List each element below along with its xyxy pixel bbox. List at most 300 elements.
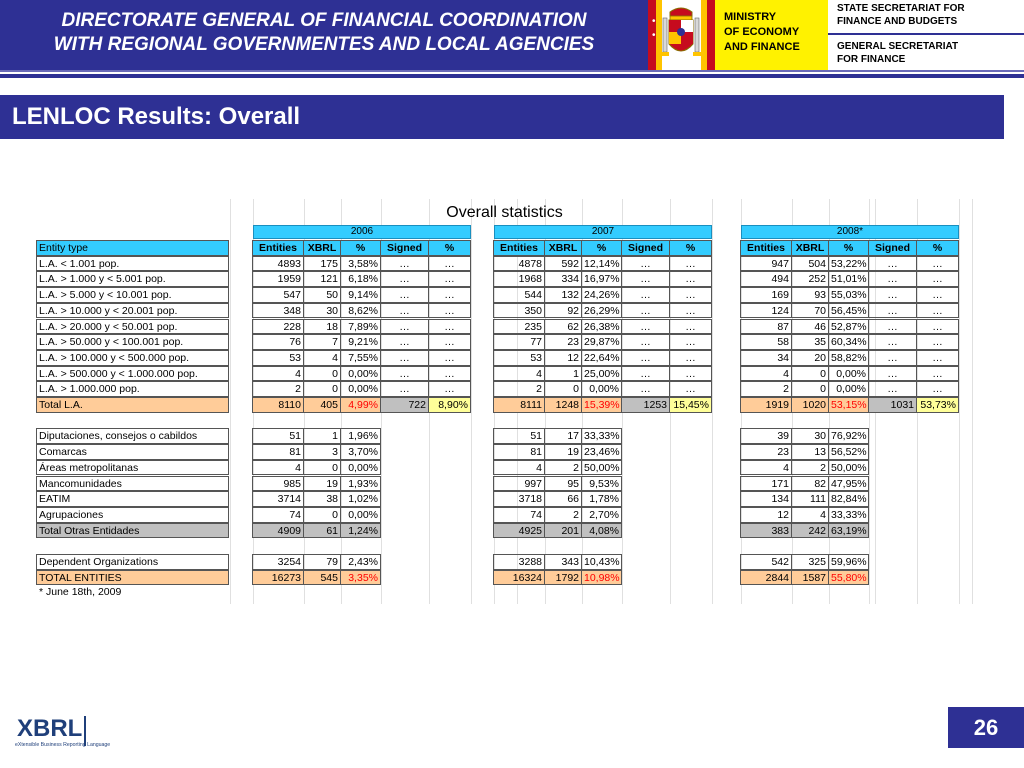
table-cell xyxy=(381,538,430,554)
general-secretariat-label xyxy=(828,35,1024,70)
table-cell: … xyxy=(380,334,429,350)
table-cell xyxy=(381,491,430,507)
table-cell xyxy=(869,554,918,570)
table-cell xyxy=(670,554,713,570)
table-cell: 544 xyxy=(493,287,545,303)
row-label: Mancomunidades xyxy=(36,476,229,492)
table-cell: 545 xyxy=(303,570,341,586)
table-cell xyxy=(381,554,430,570)
year-header-3: 2008* xyxy=(741,225,959,239)
table-cell: 4 xyxy=(740,366,792,382)
table-cell xyxy=(253,538,305,554)
table-cell: 334 xyxy=(544,271,582,287)
table-footnote: * June 18th, 2009 xyxy=(39,586,122,599)
table-cell: … xyxy=(916,303,959,319)
table-cell: 0,00% xyxy=(340,460,381,476)
table-cell xyxy=(622,413,671,429)
table-cell xyxy=(917,444,960,460)
table-cell: 23 xyxy=(740,444,792,460)
table-cell: 0,00% xyxy=(828,381,869,397)
ministry-line-3: AND FINANCE xyxy=(724,41,800,53)
table-cell xyxy=(917,507,960,523)
column-header: % xyxy=(916,240,959,256)
column-header: Signed xyxy=(380,240,429,256)
table-cell: 3714 xyxy=(252,491,304,507)
table-cell: … xyxy=(428,303,471,319)
state-secretariat-label xyxy=(828,0,1024,33)
table-cell: 1,96% xyxy=(340,428,381,444)
header-divider xyxy=(0,70,1024,72)
table-cell: 1020 xyxy=(791,397,829,413)
table-cell: … xyxy=(428,256,471,272)
table-cell: 2 xyxy=(544,460,582,476)
table-cell: 3 xyxy=(303,444,341,460)
table-cell: 4893 xyxy=(252,256,304,272)
table-cell xyxy=(869,538,918,554)
table-cell xyxy=(917,554,960,570)
table-cell: … xyxy=(428,334,471,350)
table-cell: … xyxy=(621,319,670,335)
table-cell: 58 xyxy=(740,334,792,350)
overall-statistics-table xyxy=(37,199,972,604)
table-cell xyxy=(829,538,870,554)
table-cell: 3,58% xyxy=(340,256,381,272)
table-cell: 4 xyxy=(493,460,545,476)
table-cell: … xyxy=(428,381,471,397)
table-cell: … xyxy=(669,256,712,272)
table-cell xyxy=(341,538,382,554)
table-cell: 38 xyxy=(303,491,341,507)
table-cell xyxy=(545,538,583,554)
table-cell xyxy=(741,413,793,429)
column-header: % xyxy=(581,240,622,256)
ministry-label xyxy=(715,0,828,70)
table-cell: 0,00% xyxy=(340,366,381,382)
table-cell: 1253 xyxy=(621,397,670,413)
table-cell xyxy=(670,444,713,460)
table-cell xyxy=(582,413,623,429)
table-cell: 76,92% xyxy=(828,428,869,444)
table-cell xyxy=(429,460,472,476)
table-cell: 405 xyxy=(303,397,341,413)
table-cell: 29,87% xyxy=(581,334,622,350)
table-cell: 1968 xyxy=(493,271,545,287)
column-header: Entities xyxy=(252,240,304,256)
table-cell xyxy=(381,428,430,444)
table-cell: … xyxy=(868,303,917,319)
table-cell: … xyxy=(868,381,917,397)
table-cell: 1248 xyxy=(544,397,582,413)
table-cell: 17 xyxy=(544,428,582,444)
table-cell: 51,01% xyxy=(828,271,869,287)
table-cell: 12 xyxy=(740,507,792,523)
table-cell: 8,62% xyxy=(340,303,381,319)
table-cell: 3718 xyxy=(493,491,545,507)
table-cell: 0,00% xyxy=(581,381,622,397)
table-cell: 33,33% xyxy=(828,507,869,523)
table-cell xyxy=(494,538,546,554)
table-cell: … xyxy=(669,334,712,350)
table-cell: 947 xyxy=(740,256,792,272)
table-cell: 51 xyxy=(252,428,304,444)
table-cell: 19 xyxy=(544,444,582,460)
table-cell: 13 xyxy=(791,444,829,460)
row-label: EATIM xyxy=(36,491,229,507)
table-cell xyxy=(670,538,713,554)
row-label: Comarcas xyxy=(36,444,229,460)
table-cell xyxy=(670,523,713,539)
table-cell xyxy=(869,570,918,586)
table-cell: 95 xyxy=(544,476,582,492)
table-cell: 53 xyxy=(493,350,545,366)
directorate-title-line-2: WITH REGIONAL GOVERNMENTES AND LOCAL AGENCIES xyxy=(53,34,595,55)
table-cell xyxy=(429,491,472,507)
svg-text:•: • xyxy=(652,16,656,27)
table-cell xyxy=(792,413,830,429)
table-cell: 343 xyxy=(544,554,582,570)
table-cell xyxy=(917,538,960,554)
table-title: Overall statistics xyxy=(446,204,563,221)
header-bar xyxy=(0,0,1024,70)
xbrl-logo-icon xyxy=(15,710,115,754)
table-cell: … xyxy=(380,350,429,366)
row-label: Total Otras Entidades xyxy=(36,523,229,539)
table-cell: 46 xyxy=(791,319,829,335)
table-cell xyxy=(622,491,671,507)
row-label: Total L.A. xyxy=(36,397,229,413)
table-cell: 2 xyxy=(544,507,582,523)
column-header: Signed xyxy=(621,240,670,256)
table-cell: 383 xyxy=(740,523,792,539)
table-cell: 74 xyxy=(252,507,304,523)
table-cell: 1959 xyxy=(252,271,304,287)
table-cell: 4,99% xyxy=(340,397,381,413)
row-label: L.A. > 50.000 y < 100.001 pop. xyxy=(36,334,229,350)
table-cell xyxy=(429,444,472,460)
table-cell: … xyxy=(916,287,959,303)
table-cell: 4909 xyxy=(252,523,304,539)
general-secretariat-line-2: FOR FINANCE xyxy=(837,54,906,65)
table-cell: 2,43% xyxy=(340,554,381,570)
table-cell xyxy=(582,538,623,554)
table-cell: … xyxy=(916,256,959,272)
table-cell: 1919 xyxy=(740,397,792,413)
table-cell: … xyxy=(916,334,959,350)
table-cell: … xyxy=(669,319,712,335)
table-cell: 63,19% xyxy=(828,523,869,539)
row-label: L.A. < 1.001 pop. xyxy=(36,256,229,272)
table-cell: 81 xyxy=(252,444,304,460)
general-secretariat-line-1: GENERAL SECRETARIAT xyxy=(837,41,959,52)
table-cell: 26,38% xyxy=(581,319,622,335)
table-cell: 74 xyxy=(493,507,545,523)
page-number: 26 xyxy=(948,707,1024,748)
table-cell xyxy=(429,554,472,570)
table-cell: 0 xyxy=(303,381,341,397)
table-cell: … xyxy=(621,256,670,272)
table-cell xyxy=(545,413,583,429)
table-cell: 494 xyxy=(740,271,792,287)
table-cell: … xyxy=(669,303,712,319)
table-cell: 348 xyxy=(252,303,304,319)
table-cell xyxy=(341,413,382,429)
table-cell: 228 xyxy=(252,319,304,335)
table-cell: 9,14% xyxy=(340,287,381,303)
table-cell: … xyxy=(380,319,429,335)
table-cell xyxy=(917,523,960,539)
table-cell: 23 xyxy=(544,334,582,350)
table-cell xyxy=(917,428,960,444)
year-header-2: 2007 xyxy=(494,225,712,239)
table-cell: 56,45% xyxy=(828,303,869,319)
row-label: L.A. > 1.000.000 pop. xyxy=(36,381,229,397)
column-header: Entities xyxy=(740,240,792,256)
table-cell xyxy=(792,538,830,554)
table-cell: 53,22% xyxy=(828,256,869,272)
row-label xyxy=(37,413,230,429)
table-cell xyxy=(381,413,430,429)
table-cell: … xyxy=(669,287,712,303)
row-label: L.A. > 20.000 y < 50.001 pop. xyxy=(36,319,229,335)
coat-of-arms-icon xyxy=(648,0,715,70)
table-cell: 26,29% xyxy=(581,303,622,319)
table-cell: 0 xyxy=(544,381,582,397)
svg-text:•: • xyxy=(652,30,656,41)
table-cell: … xyxy=(428,287,471,303)
table-cell: 18 xyxy=(303,319,341,335)
table-cell: 9,53% xyxy=(581,476,622,492)
column-header: XBRL xyxy=(544,240,582,256)
table-cell: 0 xyxy=(303,507,341,523)
table-cell: 1 xyxy=(544,366,582,382)
table-cell xyxy=(869,476,918,492)
table-cell xyxy=(670,570,713,586)
row-label: TOTAL ENTITIES xyxy=(36,570,229,586)
table-cell: 58,82% xyxy=(828,350,869,366)
row-label: L.A. > 1.000 y < 5.001 pop. xyxy=(36,271,229,287)
column-header: XBRL xyxy=(791,240,829,256)
table-cell: 23,46% xyxy=(581,444,622,460)
table-cell: 4 xyxy=(303,350,341,366)
table-cell: … xyxy=(621,303,670,319)
table-cell: 235 xyxy=(493,319,545,335)
table-cell: … xyxy=(428,366,471,382)
table-cell: 1792 xyxy=(544,570,582,586)
table-cell xyxy=(429,538,472,554)
table-cell: 124 xyxy=(740,303,792,319)
table-cell: 4,08% xyxy=(581,523,622,539)
table-cell xyxy=(869,444,918,460)
table-cell: … xyxy=(621,271,670,287)
table-cell xyxy=(869,413,918,429)
table-cell: … xyxy=(428,350,471,366)
table-cell: 8111 xyxy=(493,397,545,413)
table-cell: 1587 xyxy=(791,570,829,586)
table-cell: 0 xyxy=(303,460,341,476)
row-label: Áreas metropolitanas xyxy=(36,460,229,476)
table-cell: 242 xyxy=(791,523,829,539)
table-cell: 547 xyxy=(252,287,304,303)
table-cell: 175 xyxy=(303,256,341,272)
column-header: Signed xyxy=(868,240,917,256)
table-cell: 20 xyxy=(791,350,829,366)
table-cell xyxy=(869,507,918,523)
table-cell xyxy=(670,413,713,429)
table-cell: 51 xyxy=(493,428,545,444)
table-cell: … xyxy=(380,287,429,303)
sheet-gridline xyxy=(230,199,231,604)
table-cell: 132 xyxy=(544,287,582,303)
row-label xyxy=(37,538,230,554)
table-cell: 1031 xyxy=(868,397,917,413)
table-cell: 2 xyxy=(791,460,829,476)
row-label: L.A. > 100.000 y < 500.000 pop. xyxy=(36,350,229,366)
table-cell: 2,70% xyxy=(581,507,622,523)
year-header-1: 2006 xyxy=(253,225,471,239)
table-cell: … xyxy=(916,271,959,287)
table-cell: … xyxy=(868,287,917,303)
table-cell xyxy=(869,491,918,507)
table-cell xyxy=(253,413,305,429)
table-cell: 59,96% xyxy=(828,554,869,570)
table-cell xyxy=(829,413,870,429)
table-cell xyxy=(869,428,918,444)
table-cell xyxy=(670,476,713,492)
table-cell: 4 xyxy=(740,460,792,476)
table-cell: 3254 xyxy=(252,554,304,570)
table-cell: 0 xyxy=(303,366,341,382)
table-cell: 33,33% xyxy=(581,428,622,444)
table-cell: 7,89% xyxy=(340,319,381,335)
table-cell xyxy=(304,538,342,554)
table-cell: 7,55% xyxy=(340,350,381,366)
table-cell: … xyxy=(380,256,429,272)
table-cell: 10,98% xyxy=(581,570,622,586)
table-cell xyxy=(622,538,671,554)
ministry-line-1: MINISTRY xyxy=(724,11,777,23)
table-cell: … xyxy=(669,381,712,397)
table-cell: 12,14% xyxy=(581,256,622,272)
table-cell: … xyxy=(621,366,670,382)
table-cell: 70 xyxy=(791,303,829,319)
table-cell: 30 xyxy=(303,303,341,319)
table-cell: 9,21% xyxy=(340,334,381,350)
table-cell: … xyxy=(868,366,917,382)
table-cell: 15,39% xyxy=(581,397,622,413)
table-cell xyxy=(741,538,793,554)
table-cell: 15,45% xyxy=(669,397,712,413)
table-cell: 12 xyxy=(544,350,582,366)
table-cell: 997 xyxy=(493,476,545,492)
table-cell: 24,26% xyxy=(581,287,622,303)
table-cell: 542 xyxy=(740,554,792,570)
table-cell: 4 xyxy=(252,460,304,476)
table-cell: 0 xyxy=(791,381,829,397)
row-label: Agrupaciones xyxy=(36,507,229,523)
table-cell: … xyxy=(380,271,429,287)
table-cell: 0,00% xyxy=(340,381,381,397)
entity-type-header: Entity type xyxy=(36,240,229,256)
table-cell: … xyxy=(868,271,917,287)
table-cell: … xyxy=(380,381,429,397)
table-cell xyxy=(622,570,671,586)
row-label: L.A. > 5.000 y < 10.001 pop. xyxy=(36,287,229,303)
table-cell: 82 xyxy=(791,476,829,492)
table-cell: 169 xyxy=(740,287,792,303)
column-header: % xyxy=(669,240,712,256)
table-cell: 10,43% xyxy=(581,554,622,570)
table-cell xyxy=(494,413,546,429)
table-cell: 25,00% xyxy=(581,366,622,382)
table-cell xyxy=(622,460,671,476)
table-cell: … xyxy=(380,366,429,382)
table-cell: 1,24% xyxy=(340,523,381,539)
table-cell: 55,80% xyxy=(828,570,869,586)
table-cell: 16273 xyxy=(252,570,304,586)
table-cell: … xyxy=(380,303,429,319)
table-cell xyxy=(381,570,430,586)
column-header: XBRL xyxy=(303,240,341,256)
table-cell: 350 xyxy=(493,303,545,319)
table-cell xyxy=(304,413,342,429)
table-cell xyxy=(622,554,671,570)
row-label: Dependent Organizations xyxy=(36,554,229,570)
table-cell: 92 xyxy=(544,303,582,319)
table-cell: … xyxy=(916,381,959,397)
table-cell: 7 xyxy=(303,334,341,350)
table-cell xyxy=(429,413,472,429)
xbrl-logo xyxy=(15,710,115,754)
table-cell: 121 xyxy=(303,271,341,287)
table-cell: 34 xyxy=(740,350,792,366)
table-cell: 50,00% xyxy=(828,460,869,476)
table-cell xyxy=(381,460,430,476)
sheet-gridline xyxy=(972,199,973,604)
table-cell xyxy=(381,523,430,539)
table-cell: 66 xyxy=(544,491,582,507)
table-cell: 1,93% xyxy=(340,476,381,492)
column-header: % xyxy=(828,240,869,256)
table-cell: 61 xyxy=(303,523,341,539)
table-cell xyxy=(917,491,960,507)
column-header: % xyxy=(340,240,381,256)
table-cell: … xyxy=(916,350,959,366)
table-cell xyxy=(917,413,960,429)
table-cell: 4 xyxy=(791,507,829,523)
table-cell: 111 xyxy=(791,491,829,507)
table-cell: 2844 xyxy=(740,570,792,586)
table-cell: 8,90% xyxy=(428,397,471,413)
table-cell: … xyxy=(621,287,670,303)
table-cell: 50 xyxy=(303,287,341,303)
table-cell: 53 xyxy=(252,350,304,366)
table-cell: … xyxy=(868,256,917,272)
table-cell: 2 xyxy=(252,381,304,397)
table-cell: 2 xyxy=(493,381,545,397)
column-header: % xyxy=(428,240,471,256)
table-cell: 4878 xyxy=(493,256,545,272)
table-cell: 171 xyxy=(740,476,792,492)
table-cell: … xyxy=(428,319,471,335)
table-cell xyxy=(670,460,713,476)
table-cell: 3,35% xyxy=(340,570,381,586)
table-cell xyxy=(622,428,671,444)
row-label: L.A. > 10.000 y < 20.001 pop. xyxy=(36,303,229,319)
table-cell: 134 xyxy=(740,491,792,507)
table-cell: 592 xyxy=(544,256,582,272)
table-cell xyxy=(429,523,472,539)
table-cell: 16324 xyxy=(493,570,545,586)
